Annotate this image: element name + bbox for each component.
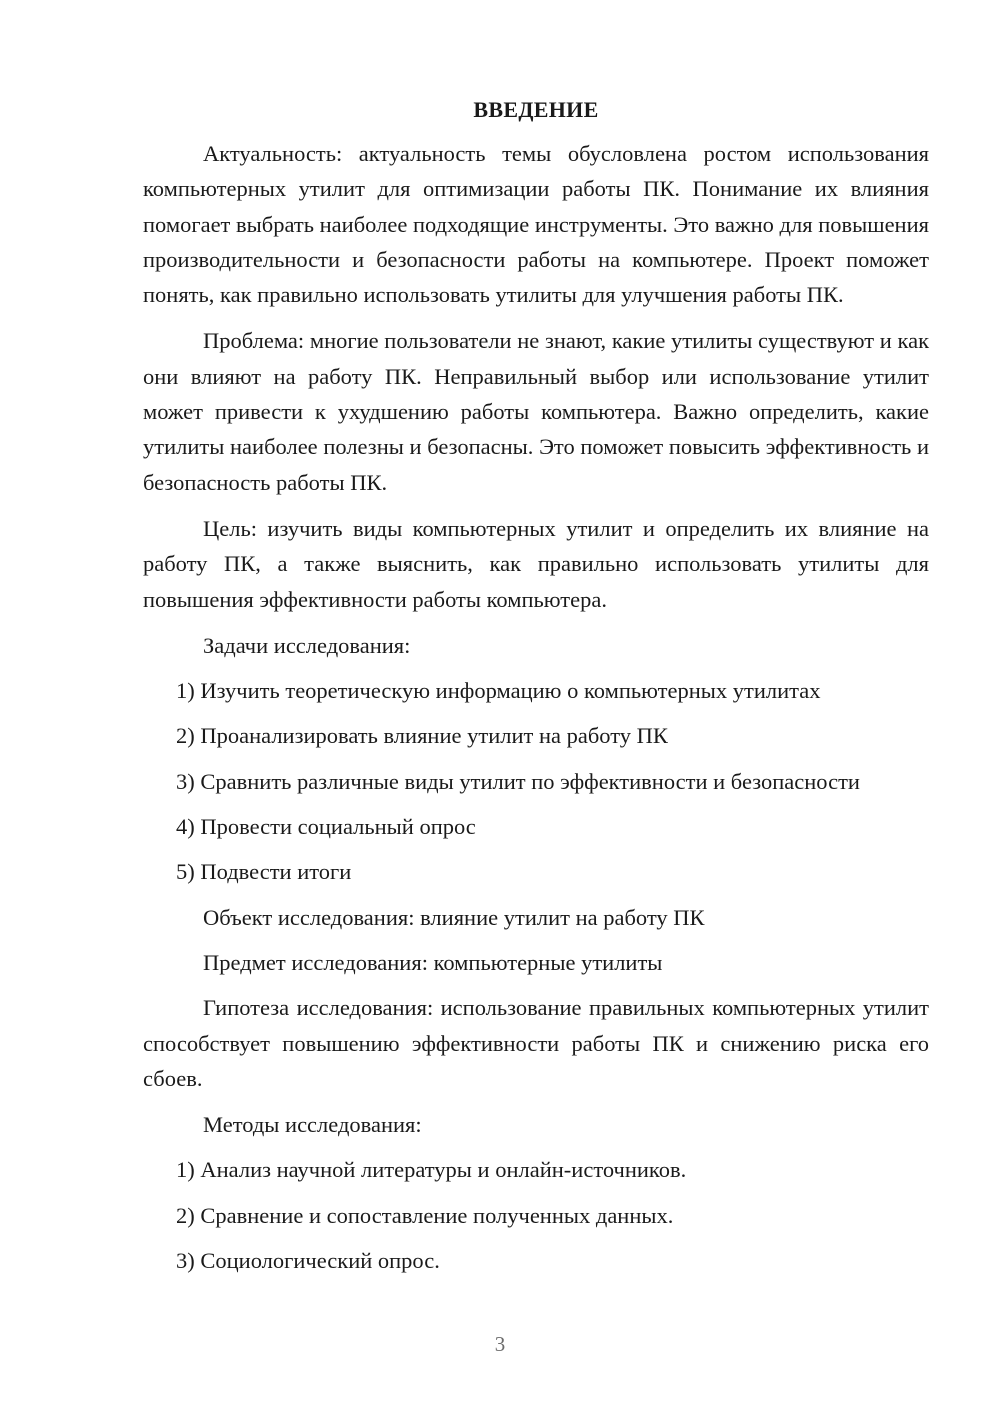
methods-heading: Методы исследования: [203, 1112, 422, 1138]
goal-paragraph: Цель: изучить виды компьютерных утилит и определить их влияние на работу ПК, а также выяснить, как правильно использовать утилиты для повышения эффективности работы компьютера. [143, 515, 929, 612]
task-item-2: 2) Проанализировать влияние утилит на работу ПК [176, 723, 668, 749]
tasks-heading: Задачи исследования: [203, 632, 411, 658]
hypothesis-paragraph: Гипотеза исследования: использование правильных компьютерных утилит способствует повышению эффективности работы ПК и снижению риска его сбоев. [143, 995, 929, 1091]
task-item-1: 1) Изучить теоретическую информацию о компьютерных утилитах [176, 678, 821, 704]
method-item-1: 1) Анализ научной литературы и онлайн-источников. [176, 1157, 687, 1183]
problem-paragraph: Проблема: многие пользователи не знают, какие утилиты существуют и как они влияют на работу ПК. Неправильный выбор или использование утилит может привести к ухудшению работы компьютера. Важно определить, какие утилиты наиболее полезны и безопасны. Это поможет повысить эффективность и безопасность работы ПК. [143, 328, 929, 495]
research-object: Объект исследования: влияние утилит на работу ПК [203, 904, 705, 930]
method-item-2: 2) Сравнение и сопоставление полученных данных. [176, 1202, 674, 1228]
task-item-3: 3) Сравнить различные виды утилит по эффективности и безопасности [176, 768, 860, 794]
section-title: ВВЕДЕНИЕ [473, 97, 599, 122]
task-item-4: 4) Провести социальный опрос [176, 814, 476, 840]
task-item-5: 5) Подвести итоги [176, 859, 352, 885]
method-item-3: 3) Социологический опрос. [176, 1248, 440, 1274]
document-page [143, 94, 929, 1288]
relevance-paragraph: Актуальность: актуальность темы обусловлена ростом использования компьютерных утилит для оптимизации работы ПК. Понимание их влияния помогает выбрать наиболее подходящие инструменты. Это важно для повышения производительности и безопасности работы на компьютере. Проект поможет понять, как правильно использовать утилиты для улучшения работы ПК. [143, 141, 929, 308]
page-number: 3 [494, 1332, 506, 1356]
research-subject: Предмет исследования: компьютерные утилиты [203, 949, 663, 975]
